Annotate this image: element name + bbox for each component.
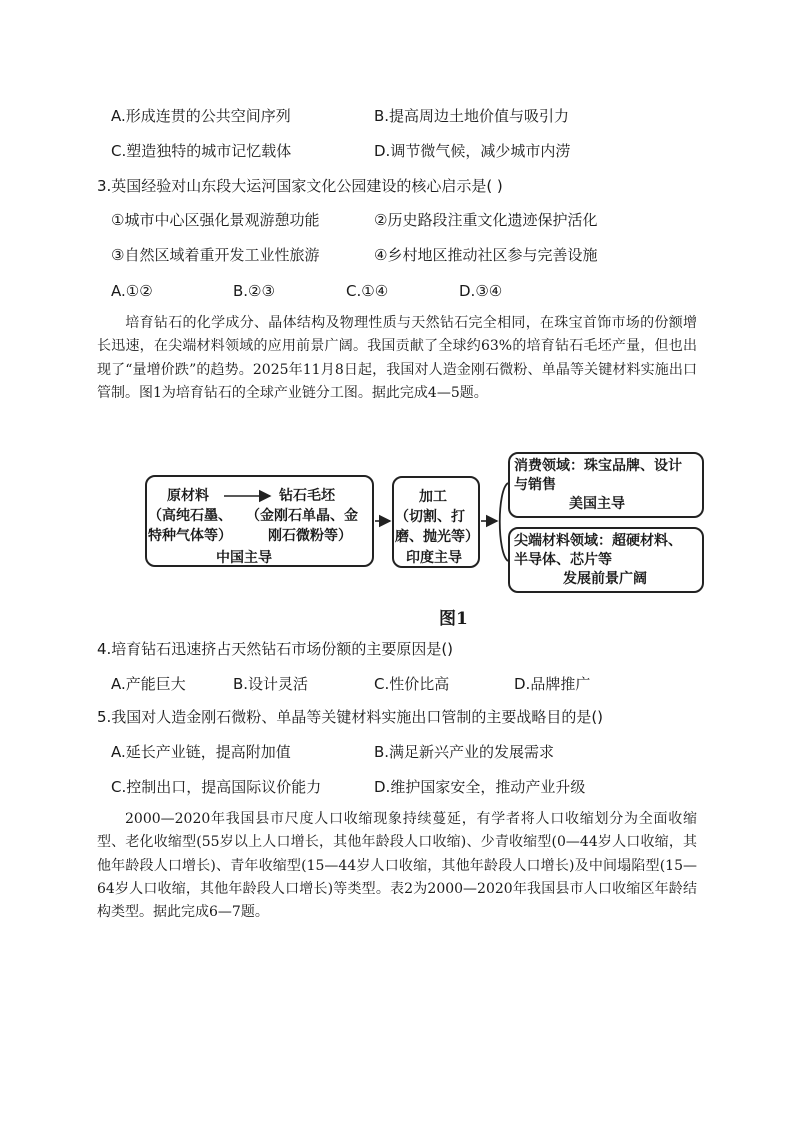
branch-bracket bbox=[500, 483, 508, 561]
processing-label: 加工 bbox=[419, 489, 447, 505]
q3-option-a: A.①② bbox=[111, 282, 153, 300]
rough-diamond-detail-1: （金刚石单晶、金 bbox=[246, 508, 358, 524]
q5-stem: 5.我国对人造金刚石微粉、单晶等关键材料实施出口管制的主要战略目的是() bbox=[97, 708, 604, 726]
passage-diamond: 培育钻石的化学成分、晶体结构及物理性质与天然钻石完全相同，在珠宝首饰市场的份额增长迅速，在尖端材料领域的应用前景广阔。我国贡献了全球约63%的培育钻石毛坯产量，但也出现了“量增价跌”的趋势。2025年11月8日起，我国对人造金刚石微粉、单晶等关键材料实施出口管制。图1为培育钻石的全球产业链分工图。据此完成4—5题。 bbox=[97, 315, 697, 401]
q3-statement-2: ②历史路段注重文化遗迹保护活化 bbox=[374, 211, 598, 229]
q3-option-b: B.②③ bbox=[233, 282, 275, 300]
q5-option-c: C.控制出口，提高国际议价能力 bbox=[111, 778, 322, 796]
q2-option-b: B.提高周边土地价值与吸引力 bbox=[374, 107, 570, 125]
q3-statement-4: ④乡村地区推动社区参与完善设施 bbox=[374, 246, 598, 264]
india-dominant-label: 印度主导 bbox=[406, 550, 462, 566]
q3-option-d: D.③④ bbox=[459, 282, 503, 300]
consumer-label-2: 与销售 bbox=[514, 477, 556, 493]
raw-material-detail-2: 特种气体等） bbox=[148, 528, 232, 544]
raw-material-label: 原材料 bbox=[167, 488, 209, 504]
q3-statement-1: ①城市中心区强化景观游憩功能 bbox=[111, 211, 320, 229]
processing-detail-1: （切割、打 bbox=[395, 509, 465, 525]
usa-dominant-label: 美国主导 bbox=[569, 496, 625, 512]
china-dominant-label: 中国主导 bbox=[216, 550, 272, 566]
consumer-label-1: 消费领域：珠宝品牌、设计 bbox=[514, 458, 682, 474]
q2-option-a: A.形成连贯的公共空间序列 bbox=[111, 107, 291, 125]
q4-stem: 4.培育钻石迅速挤占天然钻石市场份额的主要原因是() bbox=[97, 640, 454, 658]
q3-option-c: C.①④ bbox=[346, 282, 389, 300]
q2-option-d: D.调节微气候，减少城市内涝 bbox=[374, 142, 571, 160]
q5-option-b: B.满足新兴产业的发展需求 bbox=[374, 743, 555, 761]
q4-option-c: C.性价比高 bbox=[374, 675, 450, 693]
raw-material-detail-1: （高纯石墨、 bbox=[148, 508, 232, 524]
q5-option-d: D.维护国家安全，推动产业升级 bbox=[374, 778, 586, 796]
q4-option-b: B.设计灵活 bbox=[233, 675, 309, 693]
prospect-label: 发展前景广阔 bbox=[563, 571, 647, 587]
advanced-label-1: 尖端材料领域：超硬材料、 bbox=[514, 533, 682, 549]
passage-population: 2000—2020年我国县市尺度人口收缩现象持续蔓延，有学者将人口收缩划分为全面收缩型、老化收缩型(55岁以上人口增长，其他年龄段人口收缩)、少青收缩型(0—44岁人口收缩，其他年龄段人口增长)、青年收缩型(15—44岁人口收缩，其他年龄段人口增长)及中间塌陷型(15—64岁人口收缩，其他年龄段人口增长)等类型。表2为2000—2020年我国县市人口收缩区年龄结构类型。据此完成6—7题。 bbox=[97, 811, 697, 921]
rough-diamond-label: 钻石毛坯 bbox=[279, 488, 335, 504]
q5-option-a: A.延长产业链，提高附加值 bbox=[111, 743, 291, 761]
q3-stem: 3.英国经验对山东段大运河国家文化公园建设的核心启示是( ) bbox=[97, 177, 503, 195]
figure-caption: 图1 bbox=[439, 609, 468, 629]
q4-option-a: A.产能巨大 bbox=[111, 675, 186, 693]
q3-statement-3: ③自然区域着重开发工业性旅游 bbox=[111, 246, 320, 264]
processing-detail-2: 磨、抛光等） bbox=[395, 529, 479, 545]
rough-diamond-detail-2: 刚石微粉等） bbox=[268, 528, 352, 544]
q2-option-c: C.塑造独特的城市记忆载体 bbox=[111, 142, 292, 160]
advanced-label-2: 半导体、芯片等 bbox=[514, 552, 612, 568]
q4-option-d: D.品牌推广 bbox=[514, 675, 591, 693]
